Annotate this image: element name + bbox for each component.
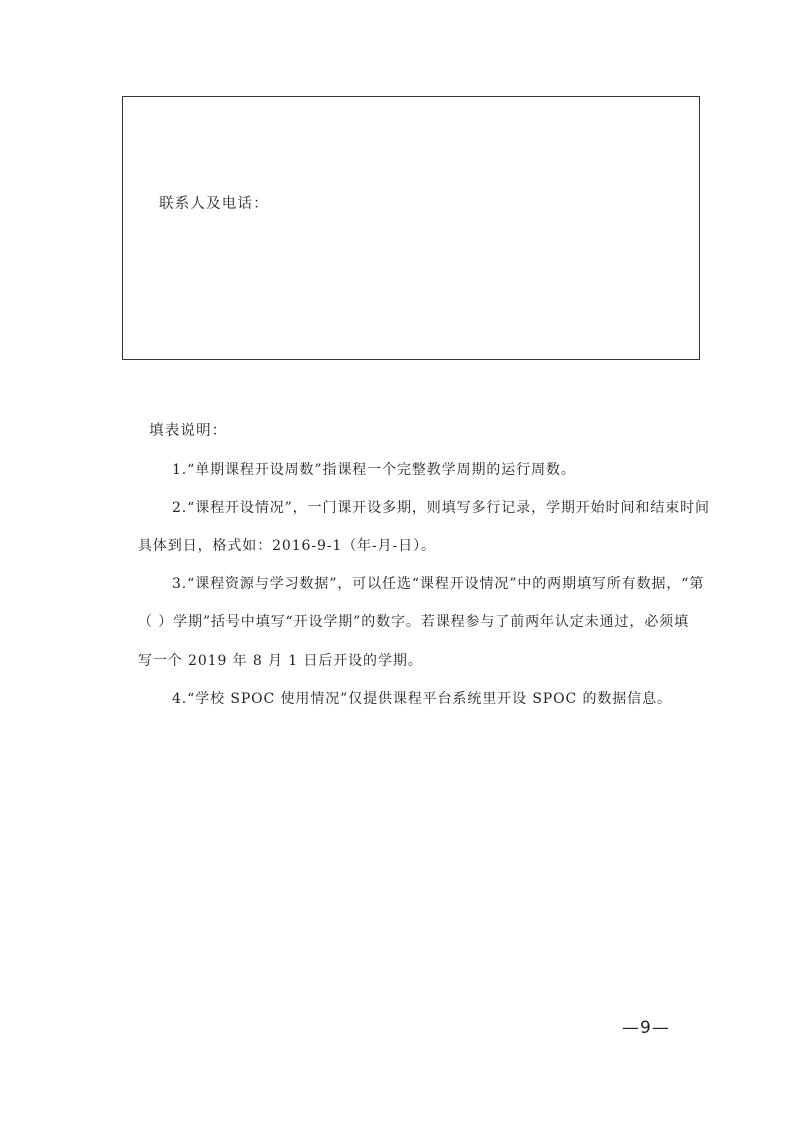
note-line-2: 2.“课程开设情况”，一门课开设多期，则填写多行记录，学期开始时间和结束时间 [172,500,710,516]
notes-title: 填表说明： [149,423,228,439]
contact-label: 联系人及电话： [159,196,269,212]
note-line-2-cont: 具体到日，格式如：2016-9-1（年-月-日）。 [138,538,436,554]
note-line-4: 4.“学校 SPOC 使用情况”仅提供课程平台系统里开设 SPOC 的数据信息。 [172,691,672,707]
note-line-3: 3.“课程资源与学习数据”，可以任选“课程开设情况”中的两期填写所有数据，“第 [172,576,705,592]
note-line-3-end: 写一个 2019 年 8 月 1 日后开设的学期。 [138,653,423,669]
page-number: —9— [622,1018,670,1038]
note-line-1: 1.“单期课程开设周数”指课程一个完整教学周期的运行周数。 [172,462,576,478]
note-line-3-cont: （ ）学期”括号中填写“开设学期”的数字。若课程参与了前两年认定未通过，必须填 [138,614,690,630]
